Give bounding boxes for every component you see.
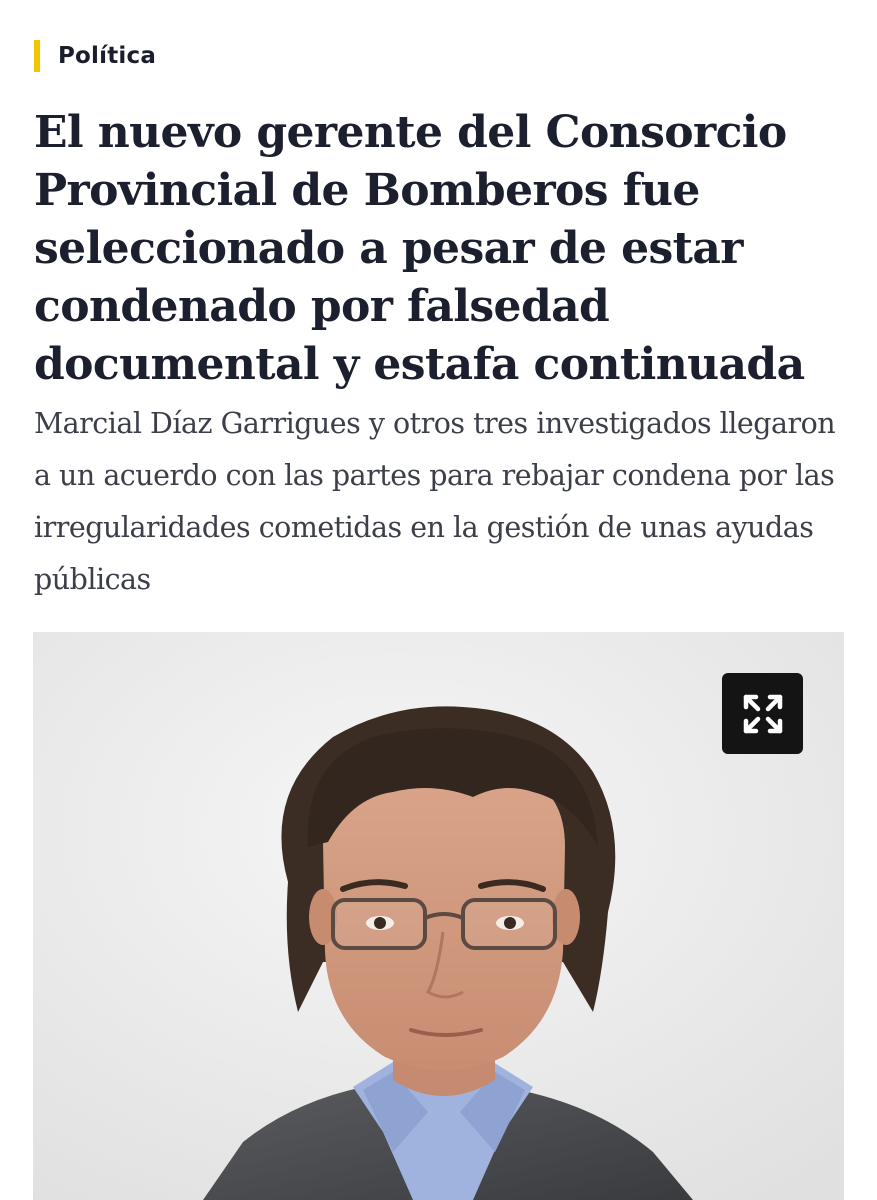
section-tag[interactable] xyxy=(34,40,156,72)
expand-arrows-icon xyxy=(740,691,786,737)
expand-image-button[interactable] xyxy=(722,673,803,754)
article-subtitle: Marcial Díaz Garrigues y otros tres investigados llegaron a un acuerdo con las partes para rebajar condena por las irregularidades cometidas en la gestión de unas ayudas públicas xyxy=(34,407,836,596)
section-label[interactable]: Política xyxy=(58,43,157,69)
article-headline: El nuevo gerente del Consorcio Provincial de Bomberos fue seleccionado a pesar de estar condenado por falsedad documental y estafa continuada xyxy=(34,107,805,390)
article-photo[interactable] xyxy=(33,632,844,1200)
section-accent-bar xyxy=(34,40,40,72)
